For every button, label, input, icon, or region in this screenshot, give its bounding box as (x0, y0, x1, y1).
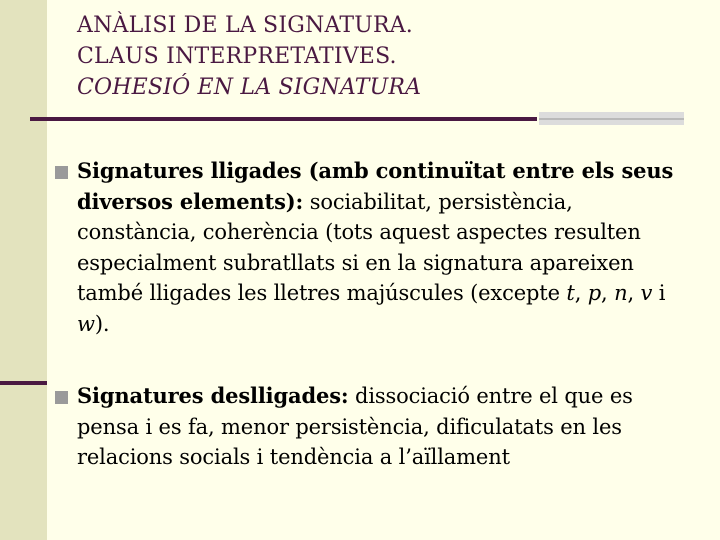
bullet-paragraph-2 (77, 381, 682, 473)
bullet-1-sep-2: , (601, 281, 615, 306)
bullet-1-letter-n: n (614, 281, 628, 306)
bullet-square-icon (55, 166, 68, 179)
side-marker-line (0, 381, 47, 385)
bullet-2-heading: Signatures deslligades: (77, 383, 349, 408)
bullet-1-letter-w: w (77, 311, 95, 336)
title-line-3: COHESIÓ EN LA SIGNATURA (77, 75, 422, 100)
bullet-square-icon (55, 391, 68, 404)
bullet-1-letter-v: v (640, 281, 653, 306)
bullet-1-conj: i (652, 281, 666, 306)
slide-title (77, 10, 421, 103)
bullet-1-tail: ). (94, 311, 110, 336)
bullet-1-letter-p: p (587, 281, 602, 306)
bullet-1-heading: Signatures lligades (amb continuïtat entre els seus diversos elements): (77, 158, 674, 214)
bullet-1-sep-3: , (627, 281, 641, 306)
title-line-1: ANÀLISI DE LA SIGNATURA. (77, 13, 413, 38)
bullet-1-text: sociabilitat, persistència, constància, coherència (tots aquest aspectes resulten especialment subratllats si en la signatura apareixen també lligades les lletres majúscules (excepte (77, 189, 641, 306)
bullet-2-text: dissociació entre el que es pensa i es fa, menor persistència, dificulatats en les relacions socials i tendència a l’aïllament (77, 384, 633, 470)
title-line-2: CLAUS INTERPRETATIVES. (77, 44, 397, 69)
bullet-1-letter-t: t (566, 281, 575, 306)
bullet-1-sep-1: , (574, 281, 588, 306)
left-decorative-band (0, 0, 47, 540)
bullet-paragraph-1 (77, 156, 682, 340)
title-divider-line (30, 117, 537, 121)
title-divider-accent-line (539, 118, 684, 120)
